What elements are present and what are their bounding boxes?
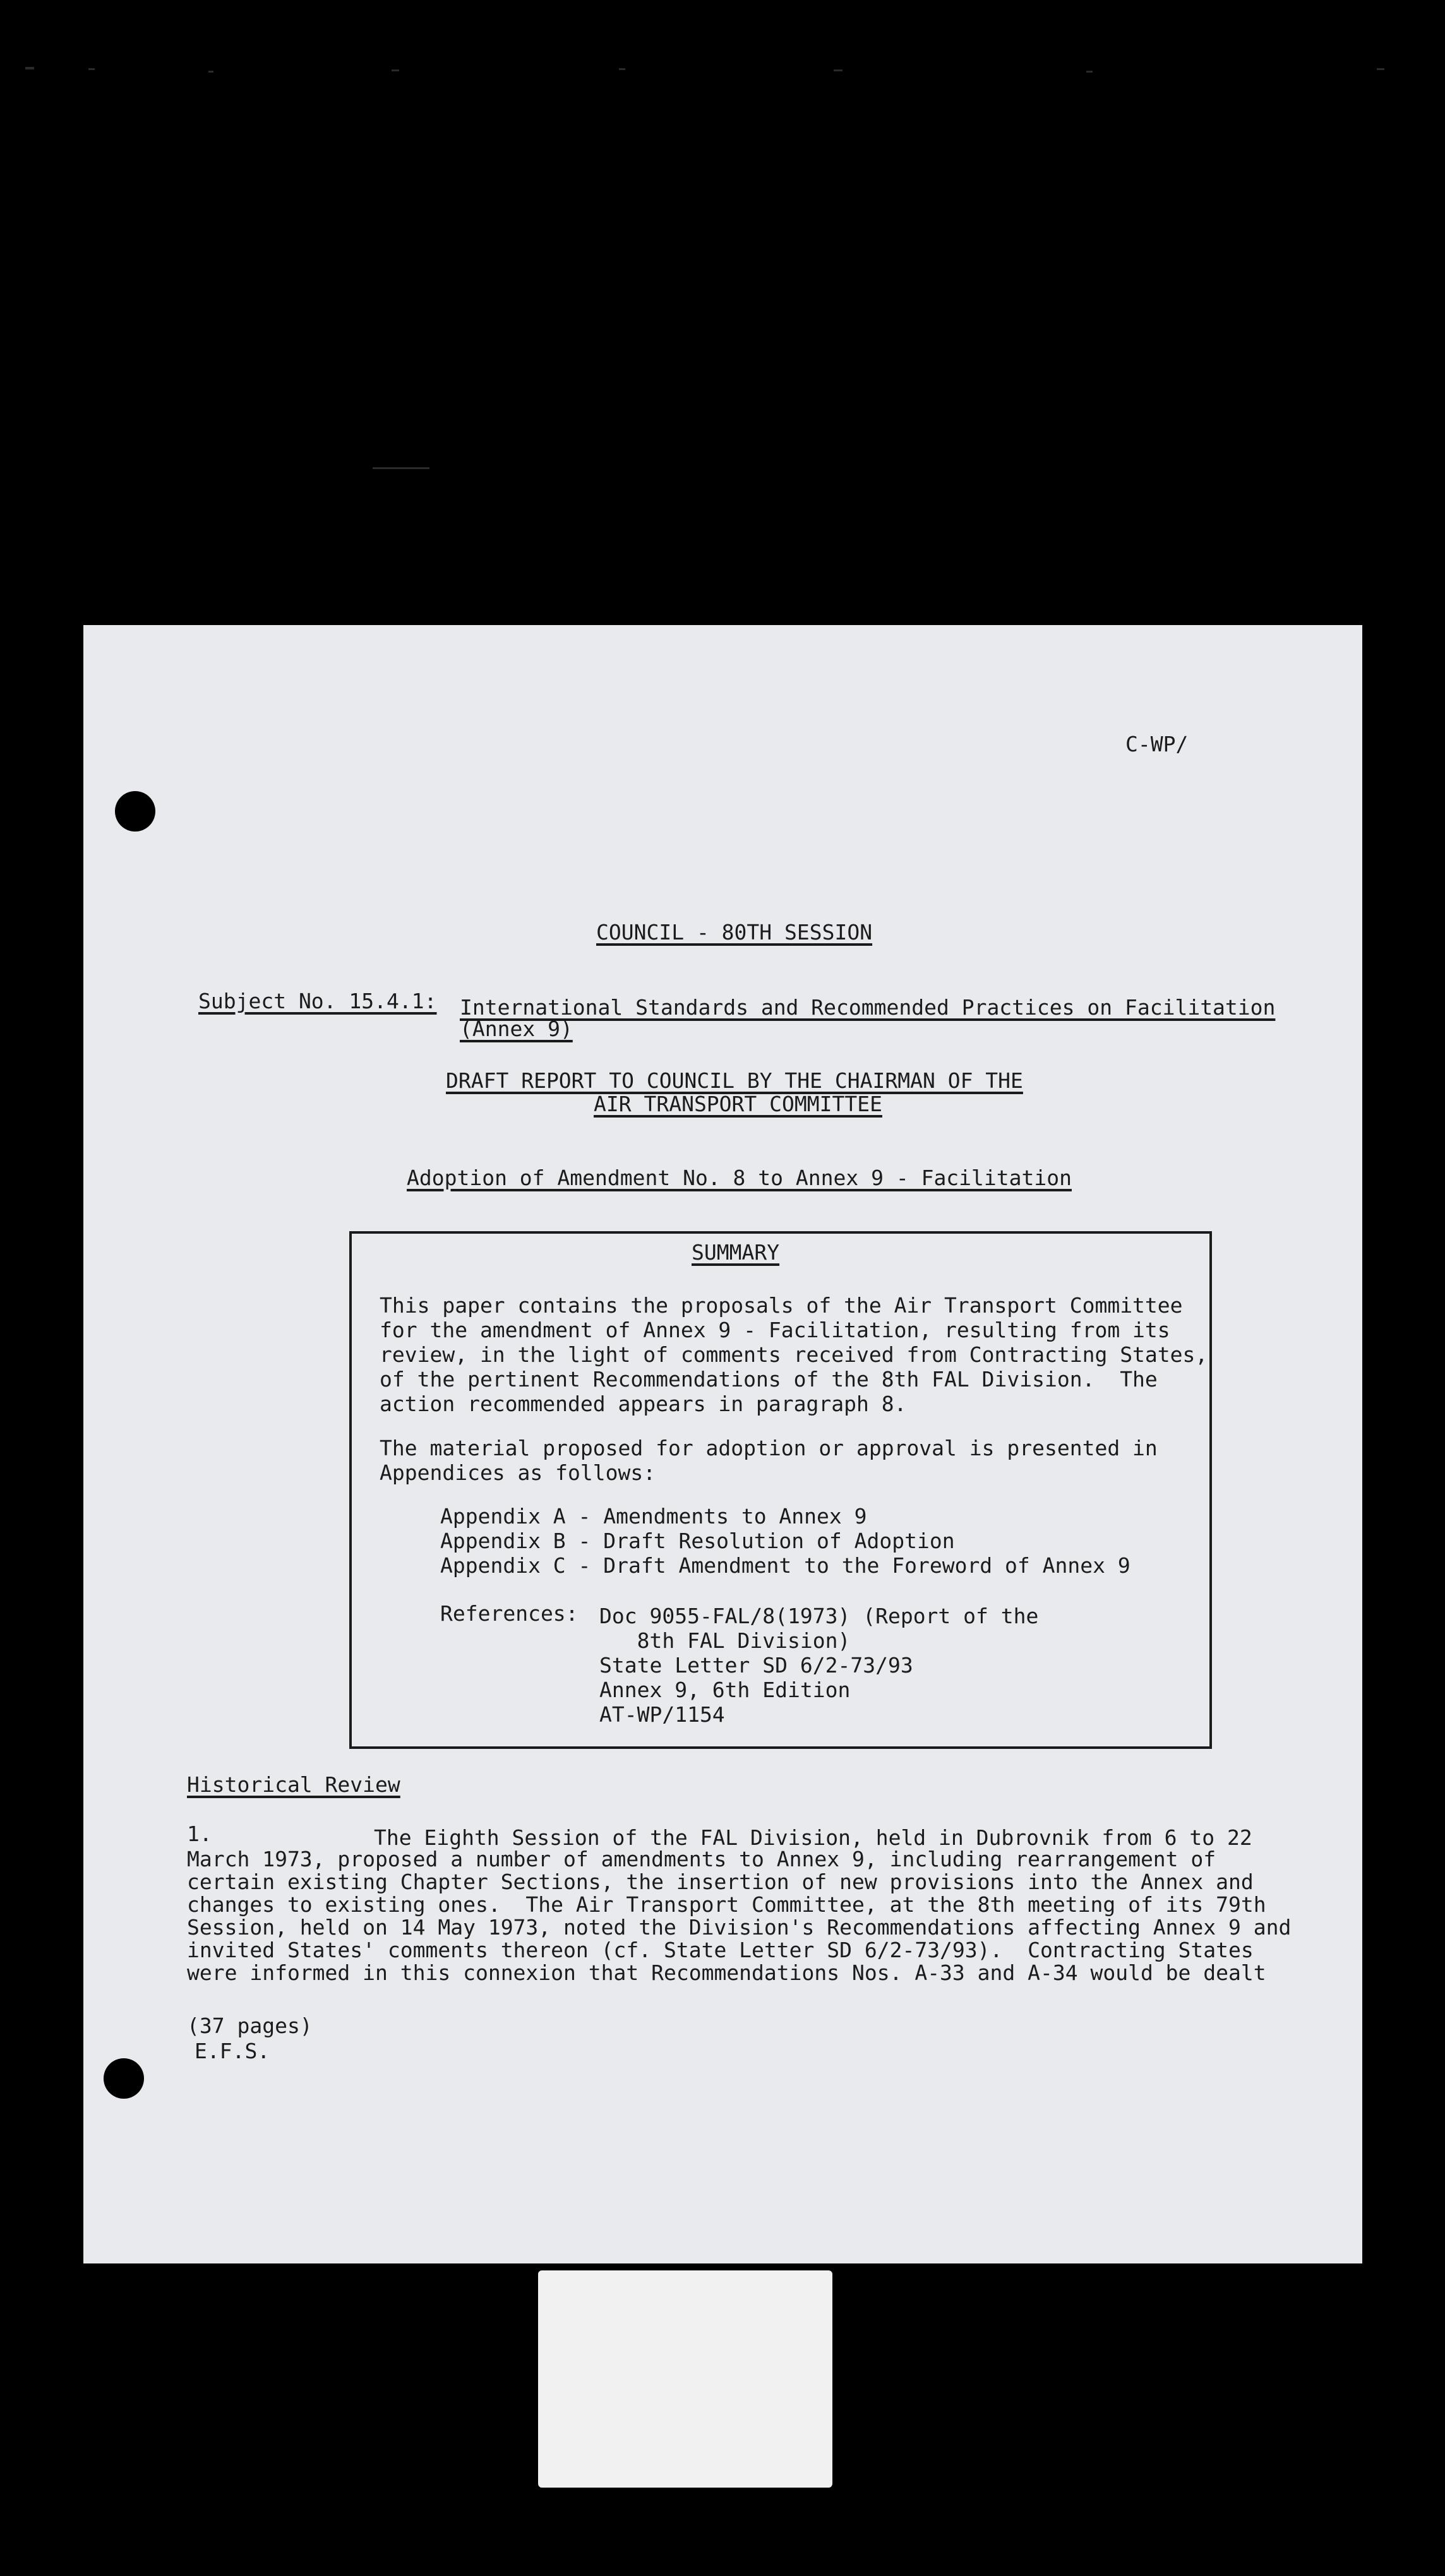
document-page bbox=[83, 625, 1362, 2263]
paragraph-line: The Eighth Session of the FAL Division, held in Dubrovnik from 6 to 22 bbox=[374, 1825, 1252, 1850]
historical-review-heading: Historical Review bbox=[187, 1772, 400, 1797]
reference-item: State Letter SD 6/2-73/93 bbox=[599, 1653, 913, 1678]
summary-line: for the amendment of Annex 9 - Facilitation, resulting from its bbox=[380, 1318, 1170, 1342]
summary-line: The material proposed for adoption or approval is presented in bbox=[380, 1436, 1158, 1460]
subject-line-2: (Annex 9) bbox=[460, 1017, 573, 1041]
summary-line: review, in the light of comments received from Contracting States, bbox=[380, 1342, 1208, 1367]
appendix-item: Appendix C - Draft Amendment to the Foreword of Annex 9 bbox=[440, 1553, 1130, 1578]
paragraph-line: changes to existing ones. The Air Transport Committee, at the 8th meeting of its 79th bbox=[187, 1892, 1266, 1917]
reference-item: AT-WP/1154 bbox=[599, 1702, 725, 1727]
page-count-note: (37 pages) bbox=[187, 2013, 313, 2038]
subject-line-1: International Standards and Recommended Practices on Facilitation bbox=[460, 995, 1276, 1020]
summary-line: of the pertinent Recommendations of the 8th FAL Division. The bbox=[380, 1367, 1158, 1392]
adoption-title: Adoption of Amendment No. 8 to Annex 9 - Facilitation bbox=[407, 1166, 1072, 1190]
summary-line: Appendices as follows: bbox=[380, 1460, 656, 1485]
paragraph-number: 1. bbox=[187, 1822, 212, 1846]
summary-heading: SUMMARY bbox=[692, 1240, 780, 1265]
summary-box bbox=[349, 1231, 1212, 1749]
summary-line: action recommended appears in paragraph 8. bbox=[380, 1392, 907, 1416]
summary-line: This paper contains the proposals of the Air Transport Committee bbox=[380, 1293, 1183, 1318]
reference-item: Doc 9055-FAL/8(1973) (Report of the bbox=[599, 1604, 1039, 1628]
paragraph-line: certain existing Chapter Sections, the insertion of new provisions into the Annex and bbox=[187, 1869, 1254, 1894]
punch-hole-bottom bbox=[104, 2058, 144, 2099]
paragraph-line: invited States' comments thereon (cf. State Letter SD 6/2-73/93). Contracting States bbox=[187, 1938, 1254, 1962]
paragraph-line: March 1973, proposed a number of amendments to Annex 9, including rearrangement of bbox=[187, 1847, 1216, 1871]
reference-item: 8th FAL Division) bbox=[599, 1628, 851, 1653]
appendix-item: Appendix A - Amendments to Annex 9 bbox=[440, 1504, 867, 1529]
report-title-line-1: DRAFT REPORT TO COUNCIL BY THE CHAIRMAN OF THE bbox=[446, 1068, 1023, 1093]
paragraph-line: were informed in this connexion that Recommendations Nos. A-33 and A-34 would be dealt bbox=[187, 1960, 1266, 1985]
references-label: References: bbox=[440, 1601, 579, 1626]
subject-label: Subject No. 15.4.1: bbox=[198, 989, 437, 1013]
paragraph-line: Session, held on 14 May 1973, noted the Division's Recommendations affecting Annex 9 and bbox=[187, 1915, 1292, 1940]
appendix-item: Appendix B - Draft Resolution of Adoption bbox=[440, 1529, 955, 1553]
document-reference: C-WP/ bbox=[1125, 732, 1189, 756]
report-title-line-2: AIR TRANSPORT COMMITTEE bbox=[594, 1092, 882, 1116]
punch-hole-top bbox=[115, 791, 155, 832]
session-title: COUNCIL - 80TH SESSION bbox=[596, 920, 873, 945]
author-initials: E.F.S. bbox=[195, 2039, 270, 2063]
blank-slip bbox=[538, 2270, 832, 2488]
reference-item: Annex 9, 6th Edition bbox=[599, 1678, 851, 1702]
